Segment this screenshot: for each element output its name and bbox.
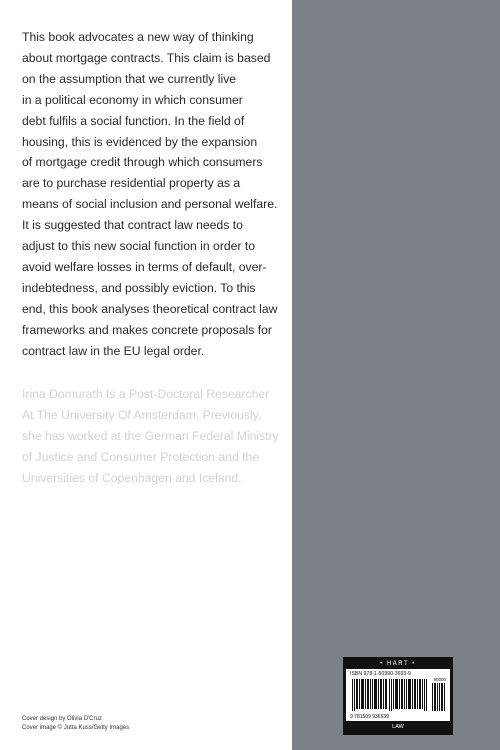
- bio-line: At The University Of Amsterdam. Previously,: [22, 407, 262, 422]
- blurb-line: adjust to this new social function in order to: [22, 239, 256, 254]
- bio-line: of Justice and Consumer Protection and the: [22, 449, 260, 464]
- blurb-line: are to purchase residential property as a: [22, 176, 241, 191]
- blurb-text: [22, 27, 290, 362]
- barcode-panel: [346, 669, 450, 721]
- blurb-line: on the assumption that we currently live: [22, 71, 237, 86]
- publisher-mark: • HART •: [380, 661, 416, 667]
- image-credit: Cover image © Jutta Kuss/Getty Images: [22, 724, 130, 731]
- blurb-line: of mortgage credit through which consumers: [22, 155, 263, 170]
- blurb-line: in a political economy in which consumer: [22, 92, 243, 107]
- bio-line: Irina Domurath Is a Post-Doctoral Researcher: [22, 387, 270, 401]
- grey-panel: [292, 0, 500, 750]
- blurb-line: contract law in the EU legal order.: [22, 343, 205, 358]
- blurb-line: about mortgage contracts. This claim is based: [22, 50, 271, 65]
- blurb-line: frameworks and makes concrete proposals for: [22, 322, 272, 337]
- price-barcode-icon: [432, 683, 446, 711]
- bio-line: Universities of Copenhagen and Iceland.: [22, 470, 242, 485]
- subject-label: LAW: [392, 724, 404, 730]
- blurb-line: avoid welfare losses in terms of default, over-: [22, 259, 267, 274]
- blurb-line: housing, this is evidenced by the expansion: [22, 134, 258, 149]
- bio-line: she has worked at the German Federal Ministry: [22, 428, 279, 443]
- isbn-label: ISBN 978-1-50990-3693-9: [350, 671, 411, 677]
- design-credit: Cover design by Olivia D'Cruz: [22, 716, 102, 722]
- blurb-line: This book advocates a new way of thinking: [22, 30, 254, 44]
- barcode-bars-icon: [352, 679, 430, 711]
- cover-credits: [22, 715, 129, 732]
- blurb-line: end, this book analyses theoretical contract law: [22, 301, 278, 316]
- author-bio: [22, 384, 290, 489]
- blurb-line: debt fulfils a social function. In the field of: [22, 113, 245, 128]
- barcode-block: [343, 657, 453, 735]
- blurb-line: means of social inclusion and personal welfare.: [22, 197, 278, 212]
- blurb-line: indebtedness, and possibly eviction. To this: [22, 280, 256, 295]
- blurb-line: It is suggested that contract law needs to: [22, 218, 243, 233]
- price-code: 90000: [433, 677, 446, 682]
- barcode-digits: 9 781509 936939: [350, 714, 389, 720]
